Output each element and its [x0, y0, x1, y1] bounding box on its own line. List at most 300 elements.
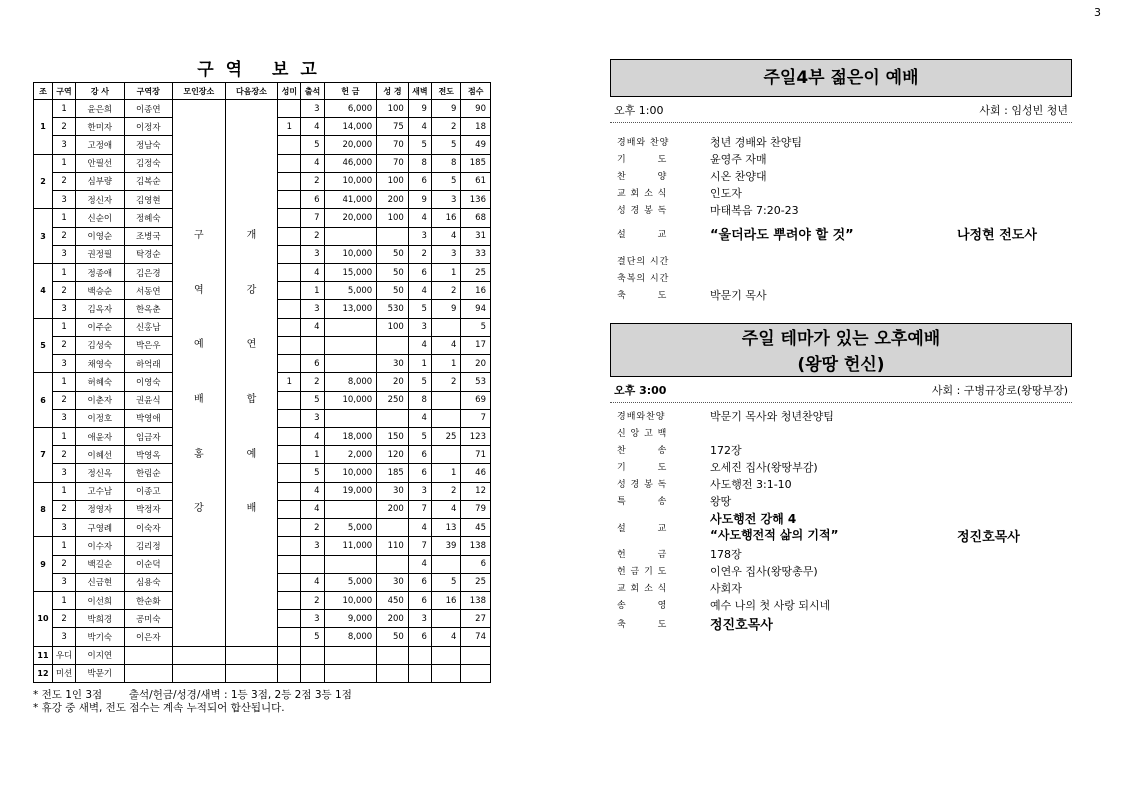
item-label: 경배와찬양 — [617, 412, 666, 422]
report-notes — [33, 689, 493, 715]
table-cell: 71 — [461, 446, 491, 464]
service1-host: 사회 : 임성빈 청년 — [979, 104, 1068, 117]
group-cell: 11 — [34, 646, 53, 664]
table-cell: 3 — [431, 191, 460, 209]
table-cell: 450 — [377, 591, 409, 609]
table-cell: 2 — [301, 373, 324, 391]
table-cell: 2 — [301, 227, 324, 245]
table-cell: 25 — [431, 427, 460, 445]
table-cell: 3 — [52, 191, 75, 209]
table-cell — [278, 482, 301, 500]
table-cell: 4 — [431, 227, 460, 245]
place-char — [226, 136, 278, 154]
page-number: 3 — [1094, 6, 1101, 19]
table-cell: 한미자 — [76, 118, 124, 136]
table-cell: 이영순 — [76, 227, 124, 245]
district-report — [33, 58, 493, 715]
place-char: 개 — [246, 230, 257, 242]
table-cell: 3 — [408, 482, 431, 500]
table-cell: 11,000 — [324, 537, 377, 555]
table-cell — [301, 646, 324, 664]
table-cell: 한옥춘 — [124, 300, 172, 318]
table-cell: 10,000 — [324, 591, 377, 609]
table-cell — [324, 227, 377, 245]
table-cell: 공미숙 — [124, 610, 172, 628]
place-char — [173, 264, 225, 282]
place-char — [226, 537, 278, 555]
column-header: 새벽 — [408, 83, 431, 100]
program-item — [610, 407, 1072, 424]
item-value: 시온 찬양대 — [710, 169, 767, 183]
table-cell: 3 — [52, 136, 75, 154]
program-item — [610, 596, 1072, 613]
place-char — [173, 173, 225, 191]
table-cell: 4 — [431, 628, 460, 646]
place-char — [226, 373, 278, 391]
sermon-title: “사도행전적 삶의 기적” — [710, 528, 839, 542]
table-cell: 123 — [461, 427, 491, 445]
note-line: * 전도 1인 3점 출석/헌금/성경/새벽 : 1등 3점, 2등 2점 3등 1점 — [33, 689, 352, 701]
table-cell: 5 — [431, 136, 460, 154]
table-cell: 6 — [408, 446, 431, 464]
table-cell — [278, 446, 301, 464]
table-cell — [278, 664, 301, 682]
table-cell: 6 — [461, 555, 491, 573]
table-cell: 16 — [431, 209, 460, 227]
table-cell: 138 — [461, 591, 491, 609]
table-cell: 애윤자 — [76, 427, 124, 445]
table-cell — [377, 227, 409, 245]
table-cell — [377, 555, 409, 573]
column-header: 헌 금 — [324, 83, 377, 100]
column-header: 성미 — [278, 83, 301, 100]
group-cell: 3 — [34, 209, 53, 264]
table-cell: 16 — [431, 591, 460, 609]
place-char: 합 — [246, 394, 257, 405]
table-cell: 30 — [377, 573, 409, 591]
table-cell: 6 — [408, 263, 431, 281]
table-cell: 2 — [52, 227, 75, 245]
item-label: 축 도 — [617, 291, 668, 301]
table-cell: 20,000 — [324, 209, 377, 227]
table-cell: 3 — [52, 355, 75, 373]
sermon-label: 설 교 — [617, 229, 668, 240]
group-cell: 12 — [34, 664, 53, 682]
service2-benediction — [610, 613, 1072, 633]
table-cell — [301, 555, 324, 573]
item-label: 찬 양 — [617, 172, 668, 182]
table-cell — [278, 628, 301, 646]
place-char — [226, 209, 278, 227]
table-cell — [278, 282, 301, 300]
table-cell: 200 — [377, 500, 409, 518]
item-label: 기 도 — [617, 463, 668, 473]
table-cell: 1 — [408, 355, 431, 373]
table-cell: 27 — [461, 610, 491, 628]
table-cell — [324, 646, 377, 664]
table-cell: 10,000 — [324, 464, 377, 482]
note-line: * 휴강 중 새벽, 전도 점수는 계속 누적되어 합산됩니다. — [33, 702, 285, 714]
table-cell: 9 — [431, 300, 460, 318]
table-cell: 미션 — [52, 664, 75, 682]
table-cell: 구영례 — [76, 519, 124, 537]
group-cell: 5 — [34, 318, 53, 373]
program-item — [610, 492, 1072, 509]
item-label: 헌 금 기 도 — [617, 567, 668, 577]
item-label: 찬 송 — [617, 446, 668, 456]
item-value: 인도자 — [710, 186, 742, 200]
service2-sermon — [610, 509, 1072, 545]
table-cell: 200 — [377, 610, 409, 628]
place-char — [226, 591, 278, 609]
place-char: 강 — [246, 284, 257, 296]
table-cell: 2,000 — [324, 446, 377, 464]
table-cell: 6 — [408, 464, 431, 482]
table-cell: 1 — [52, 482, 75, 500]
table-cell: 4 — [301, 573, 324, 591]
table-cell: 5 — [408, 136, 431, 154]
table-cell: 2 — [408, 245, 431, 263]
table-row — [34, 100, 491, 118]
place-char — [226, 264, 278, 282]
place-char — [173, 427, 225, 445]
table-cell: 3 — [408, 318, 431, 336]
table-cell: 7 — [408, 537, 431, 555]
item-value: 마태복음 7:20-23 — [710, 203, 799, 217]
table-cell: 박은우 — [124, 336, 172, 354]
table-cell: 8 — [408, 154, 431, 172]
group-cell: 1 — [34, 100, 53, 155]
table-cell: 하억래 — [124, 355, 172, 373]
table-cell: 김정숙 — [124, 154, 172, 172]
table-cell: 3 — [408, 610, 431, 628]
table-cell: 5 — [301, 464, 324, 482]
table-cell: 2 — [52, 555, 75, 573]
place-char: 배 — [193, 394, 204, 405]
table-cell: 이정자 — [124, 118, 172, 136]
table-cell: 4 — [408, 282, 431, 300]
table-cell: 백길순 — [76, 555, 124, 573]
column-header: 모인장소 — [172, 83, 225, 100]
program-item — [610, 167, 1072, 184]
place-char — [173, 482, 225, 500]
table-cell: 16 — [461, 282, 491, 300]
place-char — [226, 246, 278, 264]
item-label: 특 송 — [617, 497, 668, 507]
table-cell: 20 — [377, 373, 409, 391]
table-cell: 4 — [301, 263, 324, 281]
table-cell: 4 — [408, 209, 431, 227]
program-item — [610, 441, 1072, 458]
service1-info — [610, 97, 1072, 123]
table-cell: 한림순 — [124, 464, 172, 482]
table-cell: 6 — [408, 591, 431, 609]
program-item — [610, 424, 1072, 441]
table-cell — [278, 336, 301, 354]
table-cell: 김성숙 — [76, 336, 124, 354]
service2-info — [610, 377, 1072, 403]
table-cell — [172, 664, 225, 682]
table-cell: 50 — [377, 245, 409, 263]
item-value: 사회자 — [710, 581, 742, 595]
table-cell: 6 — [408, 172, 431, 190]
table-cell: 2 — [52, 282, 75, 300]
table-cell: 이숙자 — [124, 519, 172, 537]
table-cell: 25 — [461, 573, 491, 591]
table-cell: 50 — [377, 628, 409, 646]
table-cell — [278, 263, 301, 281]
table-cell: 서동연 — [124, 282, 172, 300]
program-item — [610, 184, 1072, 201]
table-cell: 이은자 — [124, 628, 172, 646]
place-char — [173, 573, 225, 591]
table-cell: 19,000 — [324, 482, 377, 500]
table-cell: 5 — [431, 573, 460, 591]
table-cell — [278, 409, 301, 427]
table-cell: 1 — [278, 373, 301, 391]
table-cell: 18 — [461, 118, 491, 136]
sermon-label: 설 교 — [617, 523, 668, 534]
item-value: 정진호목사 — [710, 617, 773, 633]
table-cell: 4 — [301, 500, 324, 518]
table-cell — [431, 446, 460, 464]
table-cell: 13,000 — [324, 300, 377, 318]
table-cell: 박희경 — [76, 610, 124, 628]
table-cell: 7 — [461, 409, 491, 427]
table-cell — [278, 227, 301, 245]
item-label: 교 회 소 식 — [617, 189, 668, 199]
place-char — [226, 300, 278, 318]
table-cell: 권정필 — [76, 245, 124, 263]
table-cell: 심부량 — [76, 172, 124, 190]
table-cell: 74 — [461, 628, 491, 646]
place-char: 강 — [193, 503, 204, 515]
service2-banner — [610, 323, 1072, 377]
item-label: 축 도 — [617, 619, 668, 630]
column-header: 다음장소 — [225, 83, 278, 100]
table-cell: 5 — [461, 318, 491, 336]
place-char: 연 — [246, 339, 257, 351]
table-cell — [408, 646, 431, 664]
item-label: 헌 금 — [617, 550, 668, 560]
table-cell: 3 — [301, 100, 324, 118]
report-table — [33, 82, 491, 683]
group-cell: 6 — [34, 373, 53, 428]
table-cell: 이종연 — [124, 100, 172, 118]
column-header: 구역 — [52, 83, 75, 100]
table-cell: 79 — [461, 500, 491, 518]
table-cell: 고수남 — [76, 482, 124, 500]
table-cell: 신순이 — [76, 209, 124, 227]
item-value: 박문기 목사 — [710, 288, 767, 302]
table-cell: 10,000 — [324, 172, 377, 190]
table-cell: 200 — [377, 191, 409, 209]
table-cell — [278, 136, 301, 154]
table-cell — [278, 646, 301, 664]
table-cell: 박영애 — [124, 409, 172, 427]
table-cell: 1 — [278, 118, 301, 136]
table-cell — [124, 646, 172, 664]
table-cell — [377, 409, 409, 427]
table-cell: 41,000 — [324, 191, 377, 209]
table-cell — [278, 355, 301, 373]
table-cell: 박정자 — [124, 500, 172, 518]
table-cell: 2 — [431, 482, 460, 500]
place-char — [226, 173, 278, 191]
table-cell — [431, 318, 460, 336]
place-char — [226, 573, 278, 591]
table-cell: 2 — [431, 373, 460, 391]
group-cell: 4 — [34, 263, 53, 318]
item-value: 청년 경배와 찬양팀 — [710, 135, 803, 149]
table-cell: 4 — [301, 318, 324, 336]
table-cell: 이지연 — [76, 646, 124, 664]
table-cell: 3 — [301, 409, 324, 427]
place-char — [226, 409, 278, 427]
sermon-title: “울더라도 뿌려야 할 것” — [710, 227, 854, 243]
table-cell: 7 — [301, 209, 324, 227]
table-cell: 김리정 — [124, 537, 172, 555]
table-cell: 31 — [461, 227, 491, 245]
item-label: 신 앙 고 백 — [617, 429, 668, 439]
table-cell: 우디 — [52, 646, 75, 664]
table-cell — [377, 519, 409, 537]
table-cell: 10,000 — [324, 245, 377, 263]
table-cell — [278, 591, 301, 609]
item-value: 이연우 집사(왕땅총무) — [710, 564, 818, 578]
place-char: 배 — [246, 503, 257, 515]
place-char — [226, 191, 278, 209]
table-cell: 5,000 — [324, 519, 377, 537]
table-cell: 4 — [408, 555, 431, 573]
table-cell: 4 — [408, 519, 431, 537]
table-cell: 1 — [52, 318, 75, 336]
next-place-cell — [225, 100, 278, 647]
table-cell: 25 — [461, 263, 491, 281]
table-cell: 33 — [461, 245, 491, 263]
place-char — [226, 155, 278, 173]
program-item — [610, 458, 1072, 475]
table-cell: 김옥자 — [76, 300, 124, 318]
table-cell: 39 — [431, 537, 460, 555]
place-char — [173, 318, 225, 336]
place-char: 예 — [193, 339, 204, 351]
table-cell: 9,000 — [324, 610, 377, 628]
table-cell: 3 — [52, 464, 75, 482]
table-cell: 윤은희 — [76, 100, 124, 118]
place-char — [226, 100, 278, 118]
table-cell: 정신옥 — [76, 464, 124, 482]
column-header: 조 — [34, 83, 53, 100]
table-cell: 1 — [52, 427, 75, 445]
table-cell: 68 — [461, 209, 491, 227]
table-cell: 2 — [301, 172, 324, 190]
table-cell: 1 — [52, 373, 75, 391]
table-cell: 9 — [431, 100, 460, 118]
column-header: 전도 — [431, 83, 460, 100]
place-char: 예 — [246, 448, 257, 460]
place-char — [173, 209, 225, 227]
table-cell: 30 — [377, 355, 409, 373]
table-cell — [461, 664, 491, 682]
place-char: 역 — [193, 284, 204, 296]
table-cell: 백승순 — [76, 282, 124, 300]
table-cell — [172, 646, 225, 664]
place-char — [173, 191, 225, 209]
table-cell: 3 — [52, 628, 75, 646]
table-cell — [431, 610, 460, 628]
place-char — [173, 537, 225, 555]
table-cell: 박기숙 — [76, 628, 124, 646]
place-char — [226, 318, 278, 336]
table-cell: 이종고 — [124, 482, 172, 500]
table-cell: 김은경 — [124, 263, 172, 281]
table-cell: 4 — [408, 118, 431, 136]
table-cell: 100 — [377, 209, 409, 227]
table-cell — [278, 537, 301, 555]
table-cell: 100 — [377, 172, 409, 190]
table-cell: 안필선 — [76, 154, 124, 172]
table-cell: 250 — [377, 391, 409, 409]
place-char — [226, 482, 278, 500]
table-cell — [377, 646, 409, 664]
service1-time: 오후 1:00 — [614, 104, 664, 117]
table-cell — [278, 172, 301, 190]
table-cell: 3 — [301, 300, 324, 318]
item-label: 성 경 봉 독 — [617, 206, 668, 216]
table-cell: 고정애 — [76, 136, 124, 154]
table-cell: 138 — [461, 537, 491, 555]
item-value: 윤영주 자매 — [710, 152, 767, 166]
table-cell: 5,000 — [324, 573, 377, 591]
table-cell: 이선희 — [76, 591, 124, 609]
table-cell — [278, 300, 301, 318]
table-cell: 1 — [431, 464, 460, 482]
table-cell: 2 — [52, 118, 75, 136]
table-cell: 2 — [52, 172, 75, 190]
item-value: 예수 나의 첫 사랑 되시네 — [710, 598, 831, 612]
table-cell: 15,000 — [324, 263, 377, 281]
item-label: 축복의 시간 — [617, 274, 670, 284]
place-char — [173, 627, 225, 645]
report-title: 구역 보고 — [197, 60, 329, 80]
item-value: 박문기 목사와 청년찬양팀 — [710, 409, 834, 423]
item-label: 성 경 봉 독 — [617, 480, 668, 490]
table-cell — [377, 664, 409, 682]
item-value: 178장 — [710, 547, 742, 561]
column-header: 성 경 — [377, 83, 409, 100]
item-value: 오세진 집사(왕땅부감) — [710, 460, 818, 474]
program-item — [610, 545, 1072, 562]
table-cell — [278, 318, 301, 336]
table-cell: 30 — [377, 482, 409, 500]
table-cell — [278, 464, 301, 482]
table-cell: 2 — [301, 519, 324, 537]
table-cell: 6 — [301, 355, 324, 373]
meeting-place-cell — [172, 100, 225, 647]
table-cell — [461, 646, 491, 664]
group-cell: 7 — [34, 427, 53, 482]
column-header: 강 사 — [76, 83, 124, 100]
item-value: 172장 — [710, 443, 742, 457]
table-cell — [324, 336, 377, 354]
table-cell: 50 — [377, 263, 409, 281]
service2-time: 오후 3:00 — [614, 384, 667, 397]
place-char — [173, 373, 225, 391]
table-cell: 박영옥 — [124, 446, 172, 464]
item-value: 사도행전 3:1-10 — [710, 477, 792, 491]
table-cell: 정종애 — [76, 263, 124, 281]
